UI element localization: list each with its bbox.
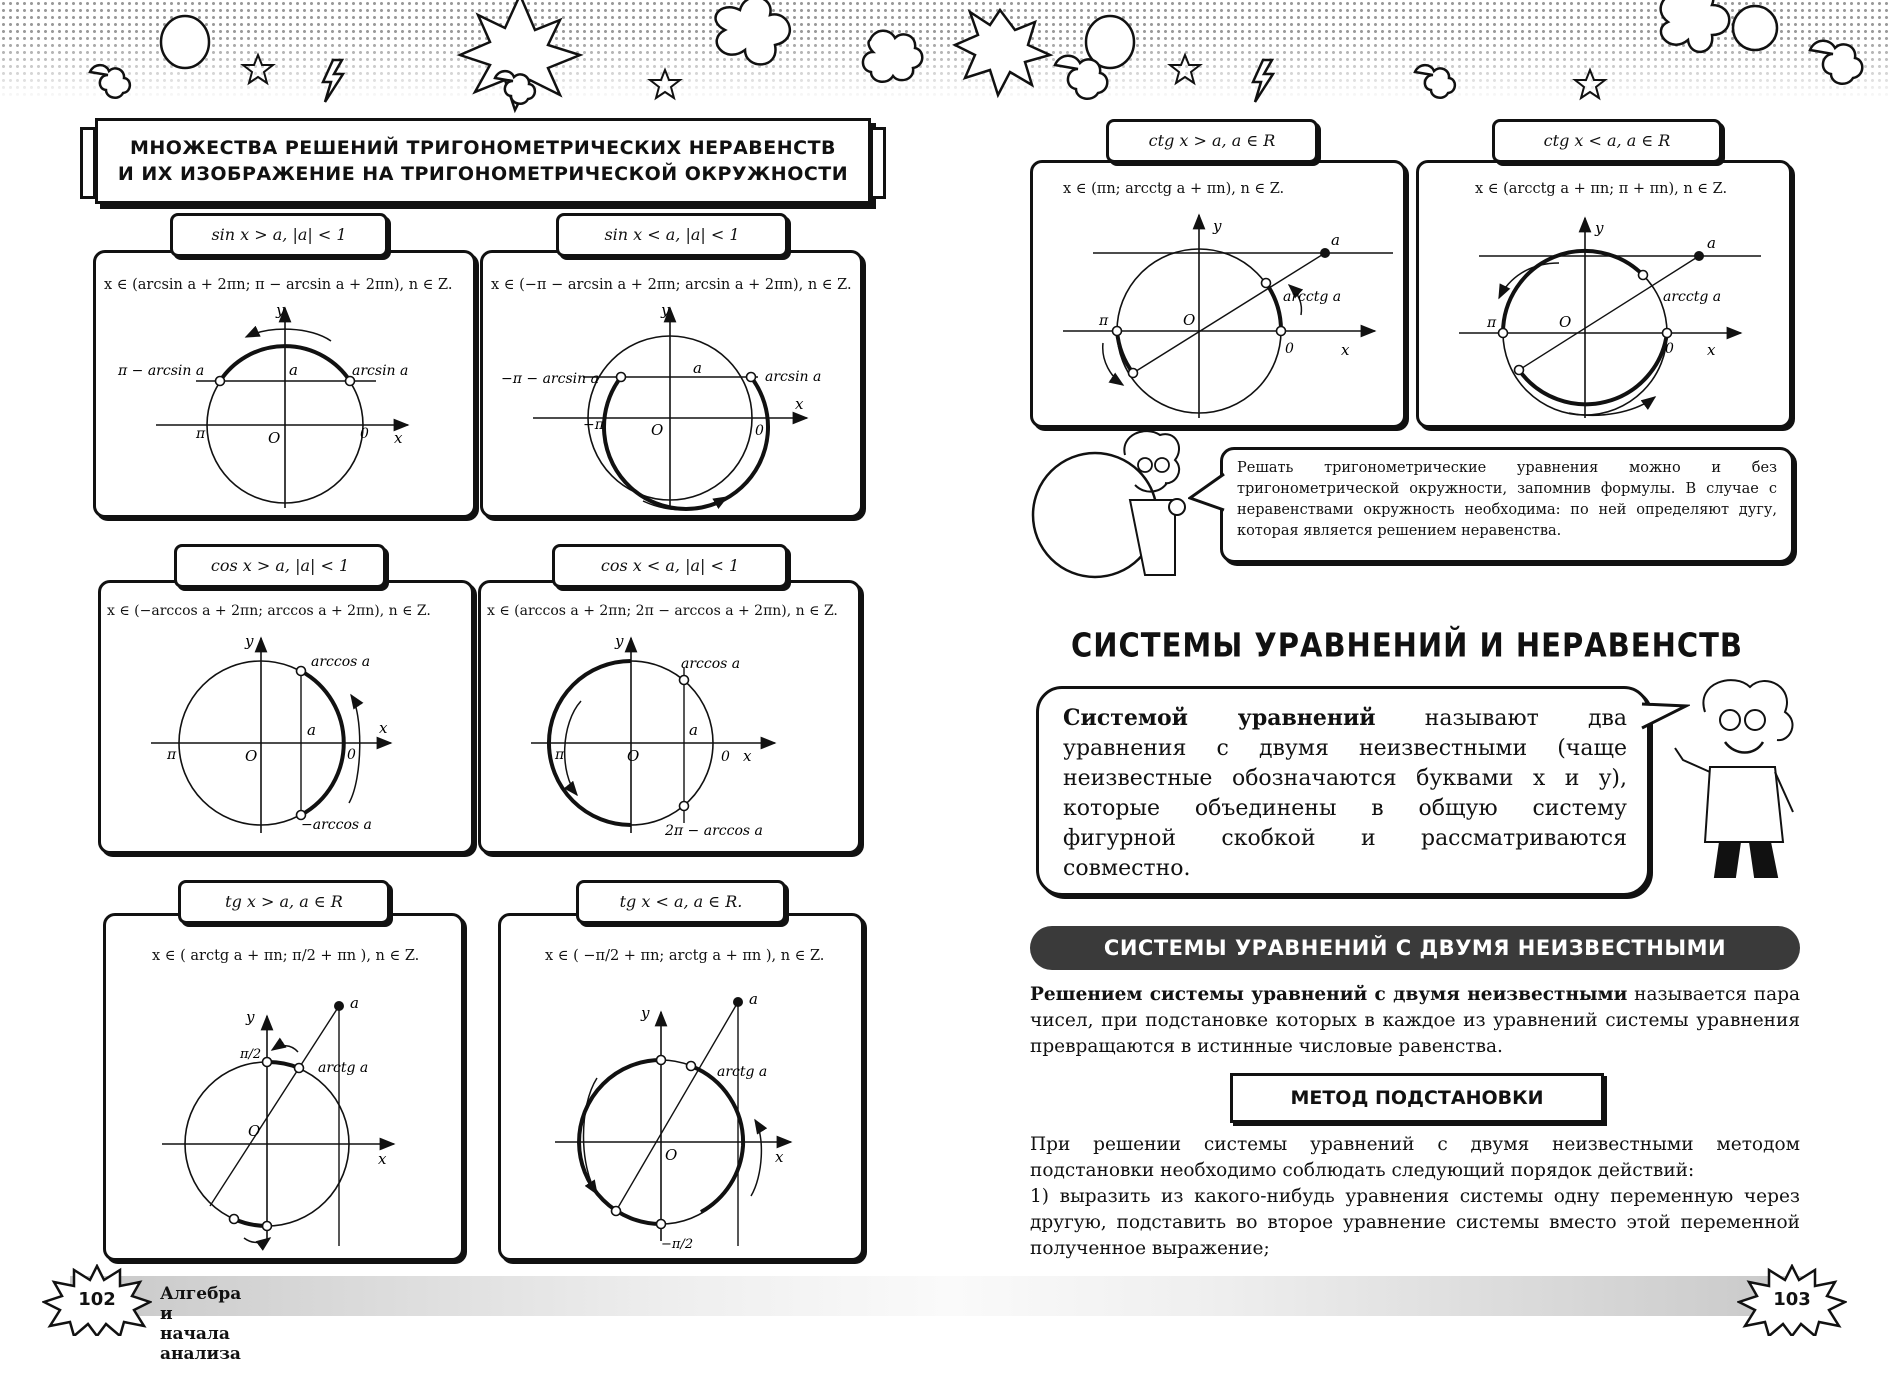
unit-circle-diagram — [481, 583, 858, 851]
heading-line-1: МНОЖЕСТВА РЕШЕНИЙ ТРИГОНОМЕТРИЧЕСКИХ НЕРАВЕНСТВ — [129, 137, 837, 159]
zero-label: 0 — [1665, 341, 1674, 357]
origin-label: O — [665, 1146, 678, 1164]
pi-label: π — [167, 747, 177, 763]
burst-icon — [955, 10, 1050, 95]
unit-circle-diagram — [106, 916, 461, 1258]
origin-label: O — [248, 1122, 261, 1140]
page-number-badge — [42, 1264, 152, 1336]
x-axis-label: x — [1707, 341, 1716, 359]
a-label: a — [689, 721, 698, 739]
pi-label: π — [555, 747, 565, 763]
a-label: a — [289, 361, 298, 379]
method-intro: При решении системы уравнений с двумя неизвестными методом подстановки необходимо соблюдать следующий порядок действий: — [1030, 1134, 1800, 1181]
y-axis-label: y — [245, 632, 254, 650]
cloud-icon — [90, 65, 130, 98]
solution-formula: x ∈ ( −π/2 + πn; arctg a + πn ), n ∈ Z. — [545, 948, 825, 964]
a-label: a — [350, 994, 359, 1012]
condition-tag: sin x < a, |a| < 1 — [556, 213, 788, 257]
solution-formula: x ∈ (arccos a + 2πn; 2π − arccos a + 2πn), n ∈ Z. — [487, 603, 838, 619]
origin-label: O — [1559, 313, 1572, 331]
unit-circle-diagram — [101, 583, 471, 851]
arc-left-label: −π − arcsin a — [501, 371, 599, 387]
origin-label: O — [268, 429, 281, 447]
heading-line-2: И ИХ ИЗОБРАЖЕНИЕ НА ТРИГОНОМЕТРИЧЕСКОЙ ОКРУЖНОСТИ — [117, 163, 849, 185]
unit-circle-diagram — [1419, 163, 1789, 425]
a-label: a — [1331, 231, 1340, 249]
condition-tag: sin x > a, |a| < 1 — [170, 213, 388, 257]
arc-bottom-label: 2π − arccos a — [665, 823, 763, 839]
star-icon — [243, 55, 273, 83]
panel-cos-greater — [98, 580, 474, 854]
condition-tag: ctg x > a, a ∈ R — [1106, 119, 1318, 163]
a-label: a — [307, 721, 316, 739]
solution-formula: x ∈ (−arccos a + 2πn; arccos a + 2πn), n ∈ Z. — [107, 603, 431, 619]
condition-tag: tg x < a, a ∈ R. — [576, 880, 786, 924]
arc-right-label: arcsin a — [352, 363, 409, 379]
method-paragraph — [1030, 1132, 1800, 1262]
x-axis-label: x — [378, 1150, 387, 1168]
panel-sin-greater — [93, 250, 476, 518]
star-icon — [1575, 70, 1605, 98]
cloud-icon — [1415, 65, 1455, 98]
heart-icon — [1661, 0, 1730, 52]
a-label: a — [693, 359, 702, 377]
a-label: a — [749, 990, 758, 1008]
neg-half-pi-label: −π/2 — [661, 1237, 694, 1252]
unit-circle-diagram — [96, 253, 473, 515]
tip-text: Решать тригонометрические уравнения можно и без тригонометрической окружности, запомнив формулы. В случае с неравенствами окружность необходима: по ней определяют дугу, которая является решением неравенства. — [1237, 460, 1777, 539]
condition-tag: ctg x < a, a ∈ R — [1492, 119, 1722, 163]
origin-label: O — [651, 421, 664, 439]
lightning-icon — [323, 60, 343, 102]
definition-text — [1063, 703, 1627, 884]
x-axis-label: x — [795, 395, 804, 413]
section-title: СИСТЕМЫ УРАВНЕНИЙ И НЕРАВЕНСТВ — [1070, 625, 1744, 665]
tip-bubble — [1220, 447, 1794, 563]
panel-sin-less — [480, 250, 863, 518]
subsection-title: СИСТЕМЫ УРАВНЕНИЙ С ДВУМЯ НЕИЗВЕСТНЫМИ — [1030, 926, 1800, 970]
condition-tag: tg x > a, a ∈ R — [178, 880, 390, 924]
panel-ctg-greater — [1030, 160, 1406, 428]
zero-label: 0 — [360, 426, 369, 442]
definition-bubble — [1036, 686, 1650, 896]
panel-tg-less — [498, 913, 864, 1261]
pi-label: π — [1487, 315, 1497, 331]
solution-formula: x ∈ (arcsin a + 2πn; π − arcsin a + 2πn), n ∈ Z. — [104, 277, 453, 293]
section-heading-banner — [95, 118, 871, 204]
arctg-label: arctg a — [717, 1064, 768, 1080]
x-axis-label: x — [379, 719, 388, 737]
footer-band — [950, 1276, 1810, 1316]
solution-formula: x ∈ (−π − arcsin a + 2πn; arcsin a + 2πn), n ∈ Z. — [491, 277, 852, 293]
professor-illustration — [1665, 672, 1815, 892]
arc-right-label: arcsin a — [765, 369, 822, 385]
arc-top-label: arccos a — [311, 654, 371, 670]
bubble-icon — [1733, 6, 1777, 50]
definition-body: называют два уравнения с двумя неизвестными (чаще неизвестные обозначаются буквами x и y), которые объединены в общую систему фигурной скобкой и рассматриваются совместно. — [1063, 706, 1627, 881]
y-axis-label: y — [615, 632, 624, 650]
y-axis-label: y — [661, 301, 670, 319]
speech-tail-icon — [1188, 470, 1228, 520]
zero-label: 0 — [755, 423, 764, 439]
solution-formula: x ∈ ( arctg a + πn; π/2 + πn ), n ∈ Z. — [152, 948, 420, 964]
definition-term: Системой уравнений — [1063, 705, 1376, 731]
zero-label: 0 — [721, 749, 730, 765]
solution-formula: x ∈ (πn; arcctg a + πn), n ∈ Z. — [1063, 181, 1285, 197]
x-axis-label: x — [775, 1148, 784, 1166]
arc-top-label: arccos a — [681, 656, 741, 672]
cloud-icon — [863, 31, 922, 82]
solution-formula: x ∈ (arcctg a + πn; π + πn), n ∈ Z. — [1475, 181, 1728, 197]
panel-tg-greater — [103, 913, 464, 1261]
y-axis-label: y — [641, 1004, 650, 1022]
method-title: МЕТОД ПОДСТАНОВКИ — [1230, 1073, 1604, 1123]
zero-label: 0 — [347, 747, 356, 763]
pi-label: π — [196, 426, 206, 442]
y-axis-label: y — [246, 1008, 255, 1026]
heart-icon — [716, 0, 790, 64]
origin-label: O — [1183, 311, 1196, 329]
panel-ctg-less — [1416, 160, 1792, 428]
lightning-icon — [1253, 60, 1273, 102]
arc-bottom-label: −arccos a — [301, 817, 372, 833]
page-number: 102 — [78, 1289, 116, 1310]
origin-label: O — [245, 747, 258, 765]
a-label: a — [1707, 234, 1716, 252]
page-number: 103 — [1773, 1289, 1811, 1310]
neg-pi-label: −π — [583, 417, 604, 433]
y-axis-label: y — [276, 301, 285, 319]
y-axis-label: y — [1213, 217, 1222, 235]
solution-definition-paragraph — [1030, 982, 1800, 1060]
footer-title: Алгебра и начала анализа — [160, 1284, 242, 1364]
arcctg-label: arcctg a — [1663, 289, 1722, 305]
unit-circle-diagram — [1033, 163, 1403, 425]
x-axis-label: x — [394, 429, 403, 447]
solution-term: Решением системы уравнений с двумя неизвестными — [1030, 984, 1628, 1005]
unit-circle-diagram — [501, 916, 861, 1258]
half-pi-label: π/2 — [240, 1047, 262, 1062]
star-icon — [1170, 55, 1200, 83]
pi-label: π — [1099, 313, 1109, 329]
y-axis-label: y — [1595, 219, 1604, 237]
x-axis-label: x — [743, 747, 752, 765]
panel-cos-less — [478, 580, 861, 854]
zero-label: 0 — [1285, 341, 1294, 357]
page-number-badge — [1737, 1264, 1847, 1336]
arcctg-label: arcctg a — [1283, 289, 1342, 305]
method-step-1: 1) выразить из какого-нибудь уравнения системы одну переменную через другую, подставить во второе уравнение системы вместо этой переменной полученное выражение; — [1030, 1186, 1800, 1259]
x-axis-label: x — [1341, 341, 1350, 359]
solution-body: называется пара чисел, при подстановке которых в каждое из уравнений системы уравнения превращаются в истинные числовые равенства. — [1030, 984, 1801, 1057]
origin-label: O — [627, 747, 640, 765]
condition-tag: cos x < a, |a| < 1 — [552, 544, 788, 588]
arc-left-label: π − arcsin a — [118, 363, 205, 379]
arctg-label: arctg a — [318, 1060, 369, 1076]
bubble-icon — [161, 16, 209, 68]
cloud-icon — [1810, 41, 1862, 84]
star-icon — [650, 70, 680, 98]
condition-tag: cos x > a, |a| < 1 — [174, 544, 386, 588]
unit-circle-diagram — [483, 253, 860, 515]
